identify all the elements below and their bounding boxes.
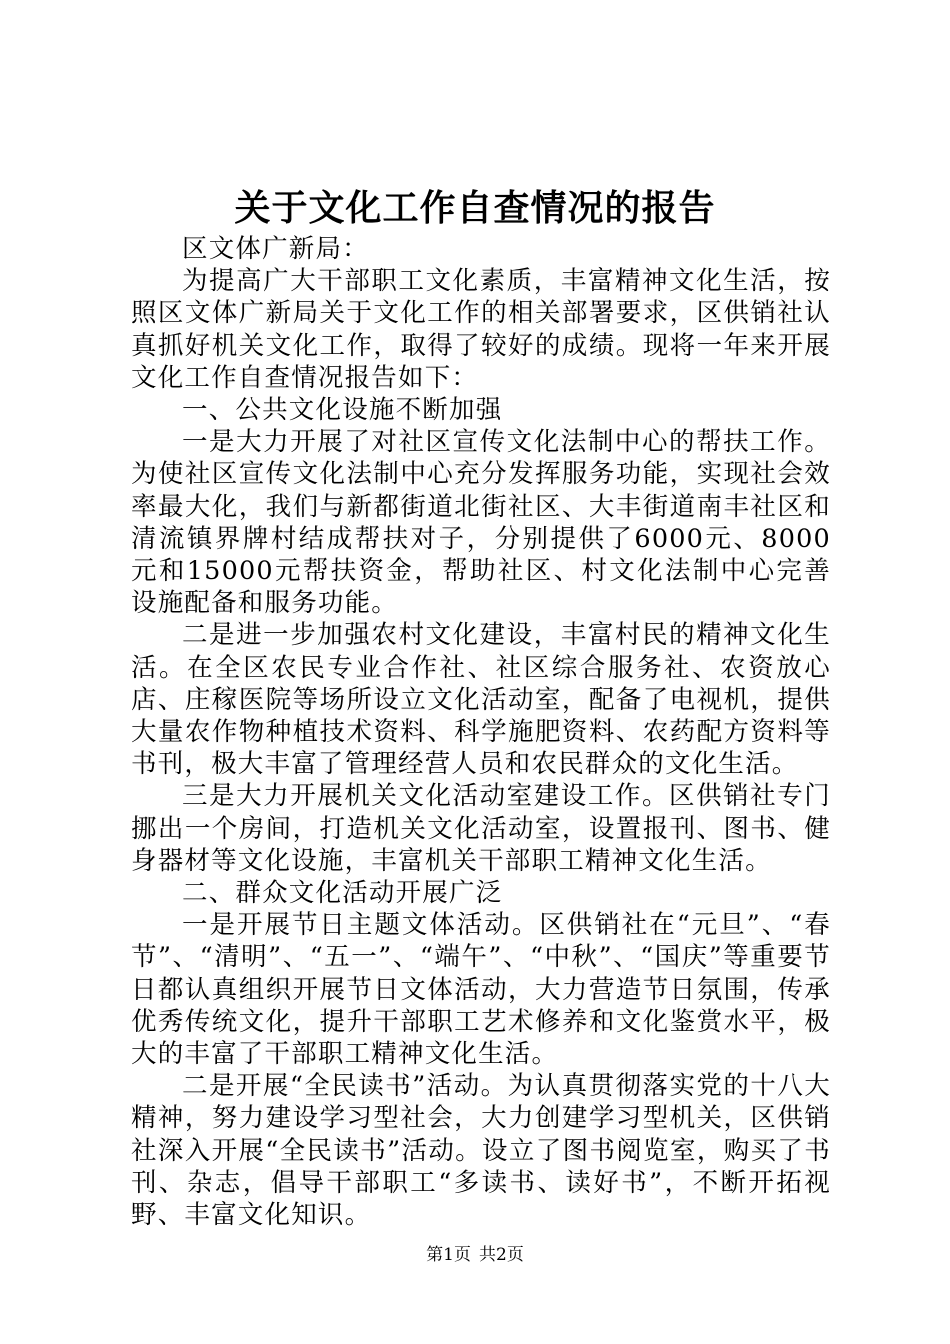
intro-paragraph: 为提高广大干部职工文化素质，丰富精神文化生活，按照区文体广新局关于文化工作的相关部署要求，区供销社认真抓好机关文化工作，取得了较好的成绩。现将一年来开展文化工作自查情况报告如下： [131,266,831,393]
paragraph-1-3: 三是大力开展机关文化活动室建设工作。区供销社专门挪出一个房间，打造机关文化活动室，设置报刊、图书、健身器材等文化设施，丰富机关干部职工精神文化生活。 [131,781,831,876]
section-heading-2: 二、群众文化活动开展广泛 [182,878,503,909]
section-heading-1: 一、公共文化设施不断加强 [182,395,503,426]
paragraph-1-2: 二是进一步加强农村文化建设，丰富村民的精神文化生活。在全区农民专业合作社、社区综合服务社、农资放心店、庄稼医院等场所设立文化活动室，配备了电视机，提供大量农作物种植技术资料、科学施肥资料、农药配方资料等书刊，极大丰富了管理经营人员和农民群众的文化生活。 [131,620,831,780]
paragraph-1-1: 一是大力开展了对社区宣传文化法制中心的帮扶工作。为使社区宣传文化法制中心充分发挥服务功能，实现社会效率最大化，我们与新都街道北街社区、大丰街道南丰社区和清流镇界牌村结成帮扶对子，分别提供了6000元、8000元和15000元帮扶资金，帮助社区、村文化法制中心完善设施配备和服务功能。 [131,427,831,619]
page-number: 第1页 [426,1245,471,1265]
page-footer [0,1243,950,1267]
document-title: 关于文化工作自查情况的报告 [234,187,716,229]
document-body [131,233,831,1231]
paragraph-2-1: 一是开展节日主题文体活动。区供销社在“元旦”、“春节”、“清明”、“五一”、“端午”、“中秋”、“国庆”等重要节日都认真组织开展节日文体活动，大力营造节日氛围，传承优秀传统文化，提升干部职工艺术修养和文化鉴赏水平，极大的丰富了干部职工精神文化生活。 [131,910,831,1070]
salutation: 区文体广新局： [182,234,369,264]
paragraph-2-2: 二是开展“全民读书”活动。为认真贯彻落实党的十八大精神，努力建设学习型社会，大力创建学习型机关，区供销社深入开展“全民读书”活动。设立了图书阅览室，购买了书刊、杂志，倡导干部职工“多读书、读好书”，不断开拓视野、丰富文化知识。 [131,1071,831,1231]
page-total: 共2页 [479,1245,524,1265]
